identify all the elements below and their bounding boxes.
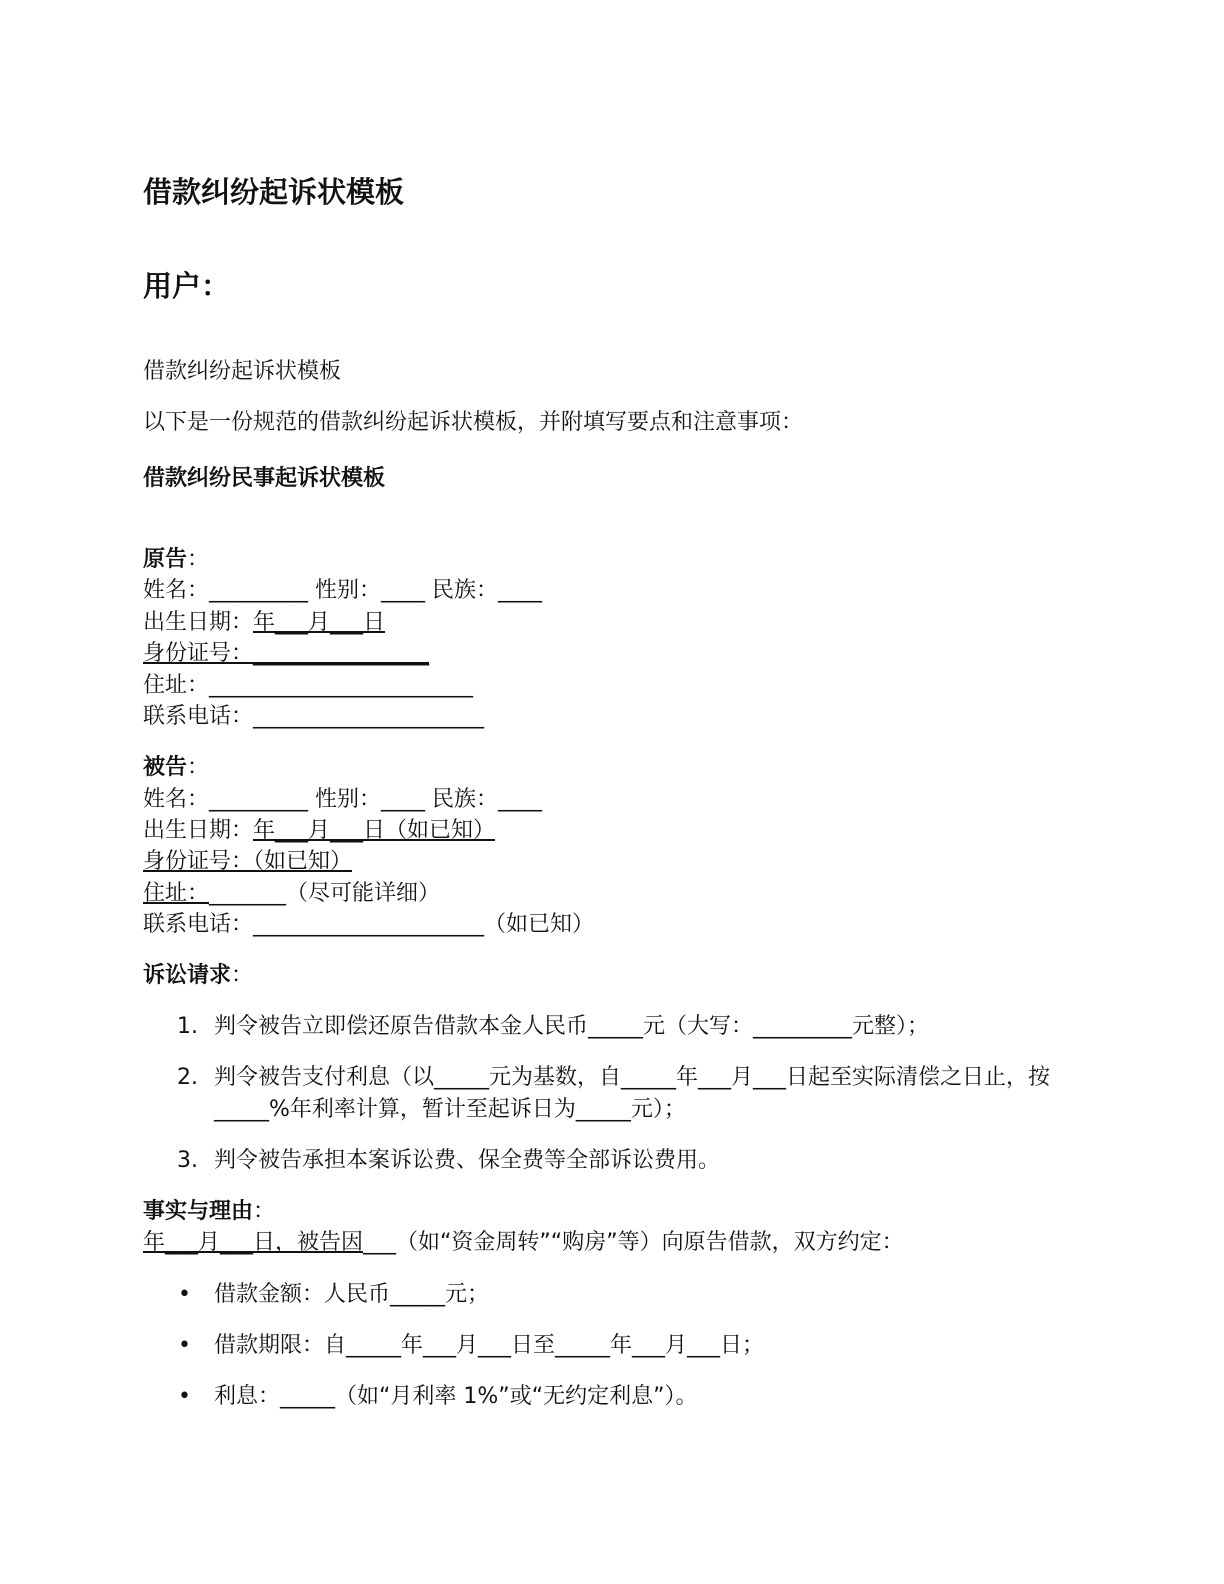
facts-line (143, 1227, 904, 1259)
plaintiff-birth-line (143, 607, 385, 639)
list-item-text: 借款期限：自_____年___月___日至_____年___月___日； (214, 1333, 765, 1358)
list-item-text: 判令被告立即偿还原告借款本金人民币_____元（大写：_________元整）； (214, 1014, 930, 1039)
bullet-icon: • (178, 1333, 191, 1358)
plaintiff-heading (143, 544, 209, 576)
facts-date-underlined: 年___月___日，被告因 (143, 1230, 364, 1255)
bullet-icon: • (178, 1282, 191, 1307)
document-title: 借款纠纷起诉状模板 (143, 175, 405, 209)
plaintiff-birth-prefix: 出生日期： (143, 610, 254, 635)
defendant-colon: ： (187, 755, 210, 780)
plaintiff-address-line: 住址：________________________ (143, 673, 474, 698)
list-marker: 3. (177, 1148, 198, 1173)
list-item-text: 判令被告承担本案诉讼费、保全费等全部诉讼费用。 (214, 1148, 721, 1173)
defendant-name-line: 姓名：_________ 性别：____ 民族：____ (143, 787, 542, 812)
defendant-address-rest: _______（尽可能详细） (209, 881, 441, 906)
plaintiff-colon: ： (187, 547, 210, 572)
user-label: 用户： (143, 269, 231, 303)
plaintiff-name-line: 姓名：_________ 性别：____ 民族：____ (143, 578, 542, 603)
section-title: 借款纠纷民事起诉状模板 (143, 466, 386, 491)
claims-label: 诉讼请求 (143, 963, 232, 988)
defendant-address-line (143, 878, 440, 910)
list-item-text: 利息：_____（如“月利率 1%”或“无约定利息”）。 (214, 1384, 698, 1409)
defendant-birth-line (143, 815, 495, 847)
defendant-birth-date: 年___月___日（如已知） (253, 818, 496, 843)
plaintiff-label: 原告 (143, 547, 188, 572)
defendant-address-label: 住址： (143, 881, 210, 906)
facts-colon: ： (253, 1199, 276, 1224)
facts-label: 事实与理由 (143, 1199, 254, 1224)
plaintiff-birth-date: 年___月___日 (253, 610, 386, 635)
defendant-label: 被告 (143, 755, 188, 780)
intro-text: 以下是一份规范的借款纠纷起诉状模板，并附填写要点和注意事项： (143, 410, 804, 435)
plaintiff-id-line: 身份证号：________________ (143, 641, 430, 666)
claims-heading (143, 960, 253, 992)
facts-heading (143, 1196, 275, 1228)
defendant-birth-prefix: 出生日期： (143, 818, 254, 843)
claims-colon: ： (231, 963, 254, 988)
plaintiff-phone-line: 联系电话：_____________________ (143, 704, 485, 729)
defendant-heading (143, 752, 209, 784)
bullet-icon: • (178, 1384, 191, 1409)
list-item-text: 借款金额：人民币_____元； (214, 1282, 490, 1307)
facts-line-rest: ___（如“资金周转”“购房”等）向原告借款，双方约定： (363, 1230, 904, 1255)
list-item-text: 判令被告支付利息（以_____元为基数，自_____年___月___日起至实际清偿之日止，按_____%年利率计算，暂计至起诉日为_____元）； (214, 1065, 1051, 1122)
list-marker: 1. (177, 1014, 198, 1039)
defendant-phone-line: 联系电话：_____________________（如已知） (143, 912, 595, 937)
list-marker: 2. (177, 1065, 198, 1090)
defendant-id-line: 身份证号：（如已知） (143, 849, 353, 874)
intro-title: 借款纠纷起诉状模板 (143, 359, 342, 384)
